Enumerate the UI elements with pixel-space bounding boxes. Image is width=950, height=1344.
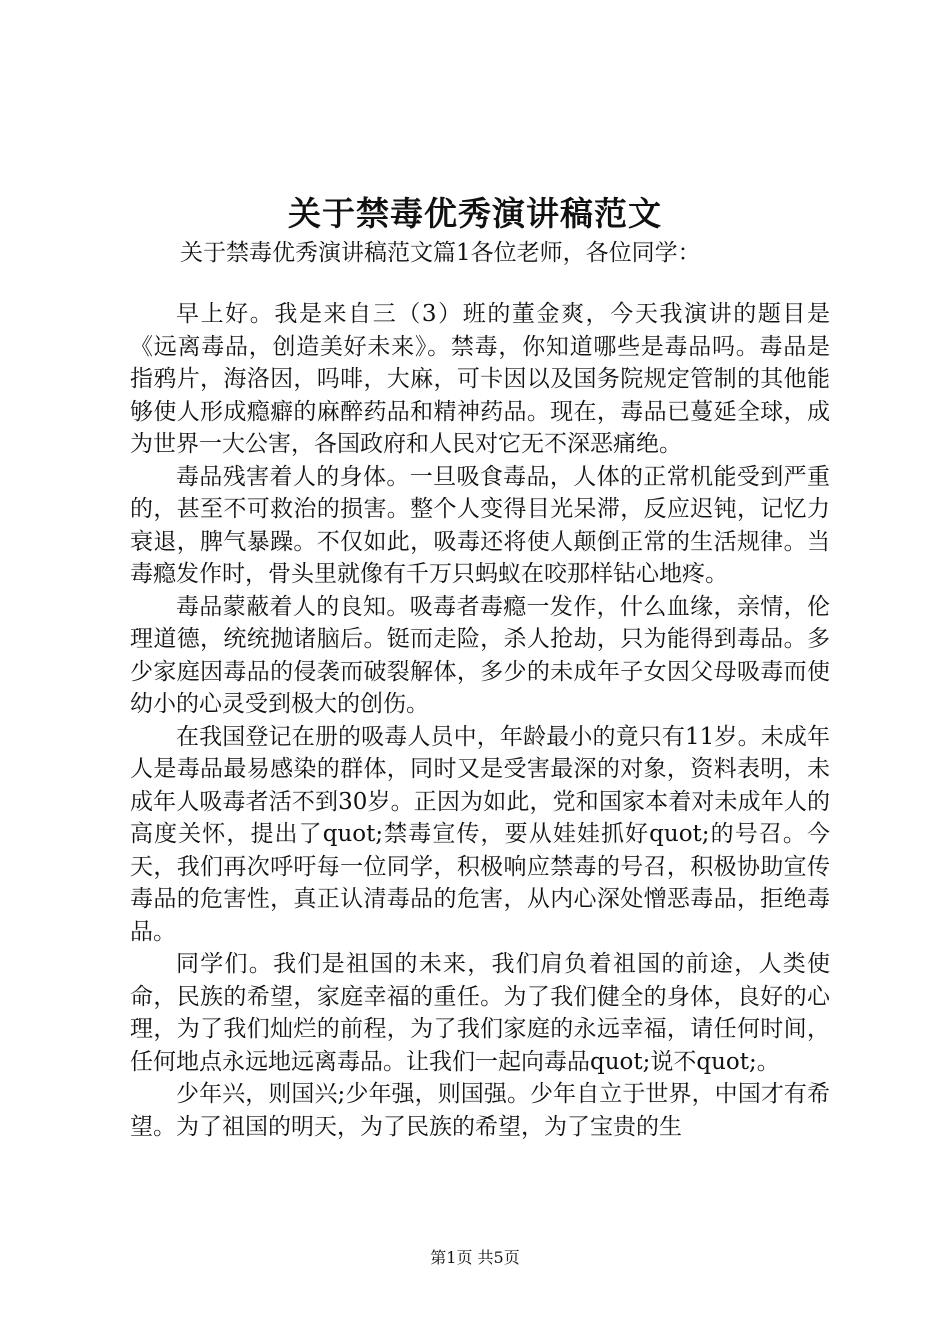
page-footer: 第1页 共5页 [430, 1248, 520, 1267]
document-body [130, 298, 830, 1143]
paragraph: 毒品残害着人的身体。一旦吸食毒品，人体的正常机能受到严重的，甚至不可救治的损害。整个人变得目光呆滞，反应迟钝，记忆力衰退，脾气暴躁。不仅如此，吸毒还将使人颠倒正常的生活规律。当毒瘾发作时，骨头里就像有千万只蚂蚁在咬那样钻心地疼。 [130, 463, 830, 587]
paragraph: 早上好。我是来自三（3）班的董金爽，今天我演讲的题目是《远离毒品，创造美好未来》。禁毒，你知道哪些是毒品吗。毒品是指鸦片，海洛因，吗啡，大麻，可卡因以及国务院规定管制的其他能够使人形成瘾癖的麻醉药品和精神药品。现在，毒品已蔓延全球，成为世界一大公害，各国政府和人民对它无不深恶痛绝。 [130, 301, 830, 457]
paragraph: 少年兴，则国兴;少年强，则国强。少年自立于世界，中国才有希望。为了祖国的明天，为了民族的希望，为了宝贵的生 [130, 1081, 830, 1140]
paragraph: 同学们。我们是祖国的未来，我们肩负着祖国的前途，人类使命，民族的希望，家庭幸福的重任。为了我们健全的身体，良好的心理，为了我们灿烂的前程，为了我们家庭的永远幸福，请任何时间，任何地点永远地远离毒品。让我们一起向毒品quot;说不quot;。 [130, 951, 830, 1075]
intro-line: 关于禁毒优秀演讲稿范文篇1各位老师，各位同学： [180, 240, 701, 266]
document-title: 关于禁毒优秀演讲稿范文 [288, 194, 662, 233]
paragraph: 毒品蒙蔽着人的良知。吸毒者毒瘾一发作，什么血缘，亲情，伦理道德，统统抛诸脑后。铤而走险，杀人抢劫，只为能得到毒品。多少家庭因毒品的侵袭而破裂解体，多少的未成年子女因父母吸毒而使幼小的心灵受到极大的创伤。 [130, 593, 830, 717]
paragraph: 在我国登记在册的吸毒人员中，年龄最小的竟只有11岁。未成年人是毒品最易感染的群体，同时又是受害最深的对象，资料表明，未成年人吸毒者活不到30岁。正因为如此，党和国家本着对未成年人的高度关怀，提出了quot;禁毒宣传，要从娃娃抓好quot;的号召。今天，我们再次呼吁每一位同学，积极响应禁毒的号召，积极协助宣传毒品的危害性，真正认清毒品的危害，从内心深处憎恶毒品，拒绝毒品。 [130, 723, 830, 945]
